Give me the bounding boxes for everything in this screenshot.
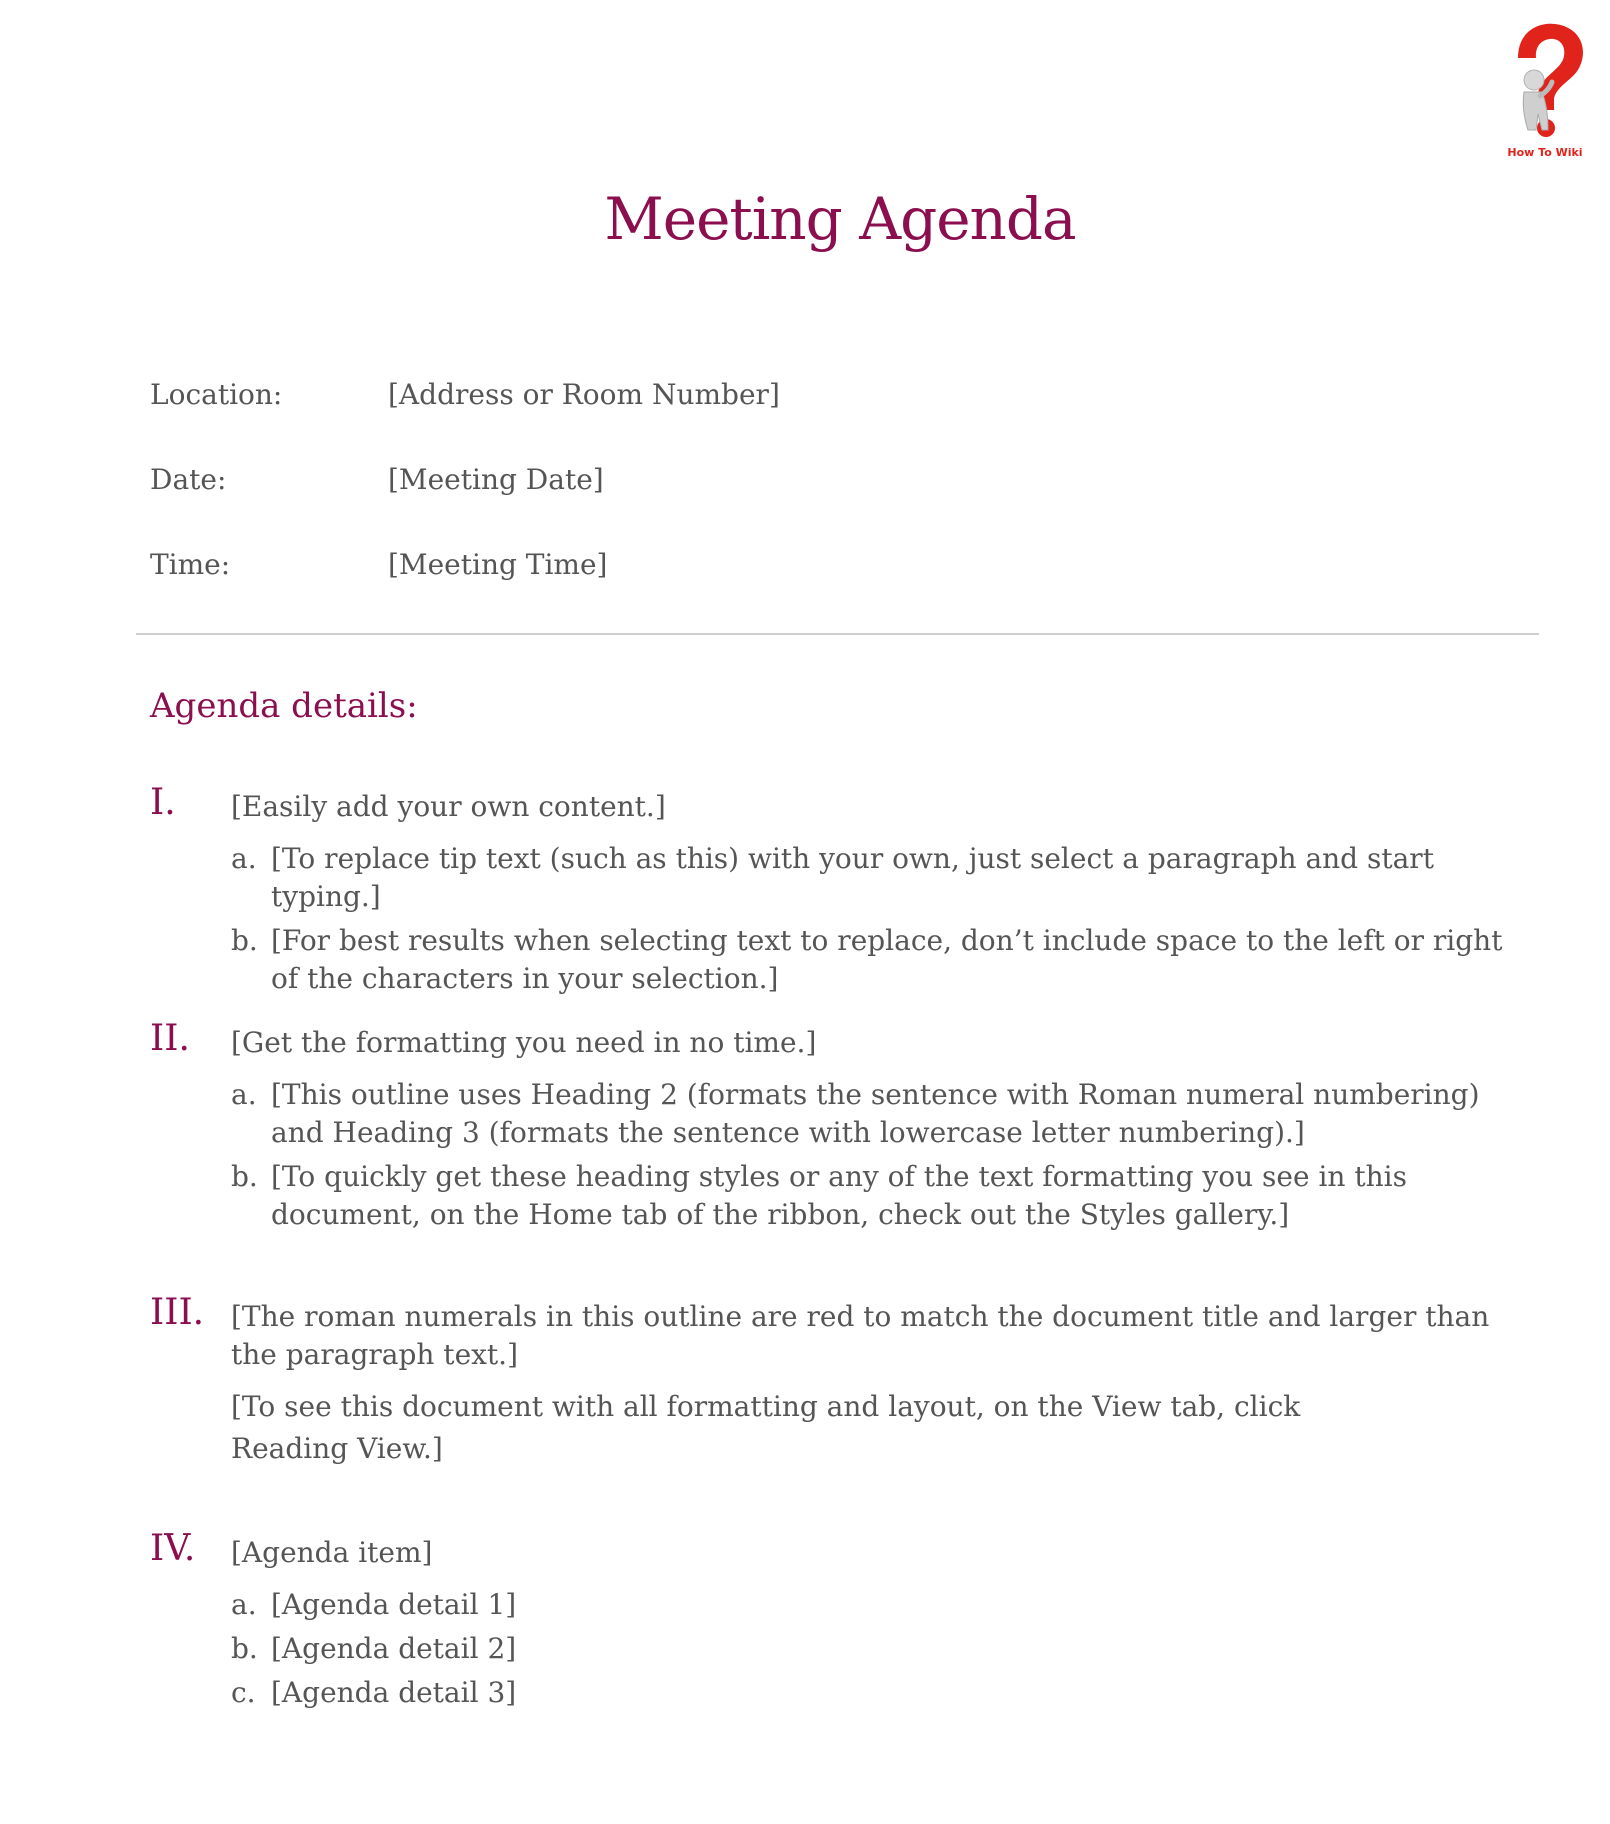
agenda-item-text: [Get the formatting you need in no time.]	[231, 1026, 817, 1059]
sub-text: [Agenda detail 1]	[271, 1588, 517, 1621]
sub-letter: a.	[231, 1078, 257, 1111]
agenda-item-text: [Agenda item]	[231, 1536, 433, 1569]
page-title: Meeting Agenda	[604, 185, 1076, 253]
sub-letter: b.	[231, 1160, 258, 1193]
agenda-paragraph: [To see this document with all formatting and layout, on the View tab, click Reading View.]	[231, 1390, 1301, 1465]
sub-text: [To quickly get these heading styles or any of the text formatting you see in this document, on the Home tab of the ribbon, check out the Styles gallery.]	[271, 1160, 1407, 1231]
agenda-item-text: [The roman numerals in this outline are red to match the document title and larger than the paragraph text.]	[231, 1300, 1490, 1371]
agenda-item-1	[150, 782, 1550, 1004]
location-value: [Address or Room Number]	[388, 378, 780, 411]
agenda-item-2	[150, 1018, 1550, 1240]
agenda-subitem	[231, 922, 1531, 998]
sub-text: [Agenda detail 2]	[271, 1632, 517, 1665]
sub-text: [Agenda detail 3]	[271, 1676, 517, 1709]
agenda-subitem	[231, 1158, 1531, 1234]
agenda-subitem	[231, 1076, 1531, 1152]
meta-row-date	[150, 463, 1550, 548]
agenda-subitem	[231, 1674, 1531, 1712]
agenda-item-head	[150, 1018, 1550, 1076]
meta-row-location	[150, 378, 1550, 463]
how-to-wiki-logo	[1500, 18, 1590, 168]
roman-numeral: II.	[150, 1018, 190, 1059]
roman-numeral: I.	[150, 782, 176, 823]
section-divider	[136, 633, 1539, 635]
agenda-subitem	[231, 1586, 1531, 1624]
location-label: Location:	[150, 378, 283, 411]
meta-row-time	[150, 548, 1550, 633]
agenda-item-head	[150, 782, 1550, 840]
roman-numeral: IV.	[150, 1528, 196, 1569]
meeting-info	[150, 378, 1550, 633]
agenda-subitem	[231, 1630, 1531, 1668]
agenda-item-3	[150, 1292, 1550, 1470]
time-label: Time:	[150, 548, 231, 581]
agenda-item-head	[150, 1528, 1550, 1586]
logo-caption: How To Wiki	[1507, 146, 1583, 159]
agenda-details-heading: Agenda details:	[150, 686, 418, 726]
sub-letter: b.	[231, 924, 258, 957]
sub-text: [To replace tip text (such as this) with your own, just select a paragraph and start typing.]	[271, 842, 1434, 913]
sub-text: [For best results when selecting text to replace, don’t include space to the left or right of the characters in your selection.]	[271, 924, 1503, 995]
agenda-item-text: [Easily add your own content.]	[231, 790, 666, 823]
agenda-item-head	[150, 1292, 1550, 1386]
question-mark-figure-icon	[1500, 18, 1590, 148]
date-value: [Meeting Date]	[388, 463, 604, 496]
roman-numeral: III.	[150, 1292, 205, 1333]
sub-letter: a.	[231, 1588, 257, 1621]
agenda-item-4	[150, 1528, 1550, 1718]
sub-letter: a.	[231, 842, 257, 875]
sub-letter: c.	[231, 1676, 256, 1709]
sub-letter: b.	[231, 1632, 258, 1665]
sub-text: [This outline uses Heading 2 (formats the sentence with Roman numeral numbering) and Heading 3 (formats the sentence with lowercase letter numbering).]	[271, 1078, 1480, 1149]
time-value: [Meeting Time]	[388, 548, 608, 581]
agenda-subitem	[231, 840, 1531, 916]
date-label: Date:	[150, 463, 227, 496]
